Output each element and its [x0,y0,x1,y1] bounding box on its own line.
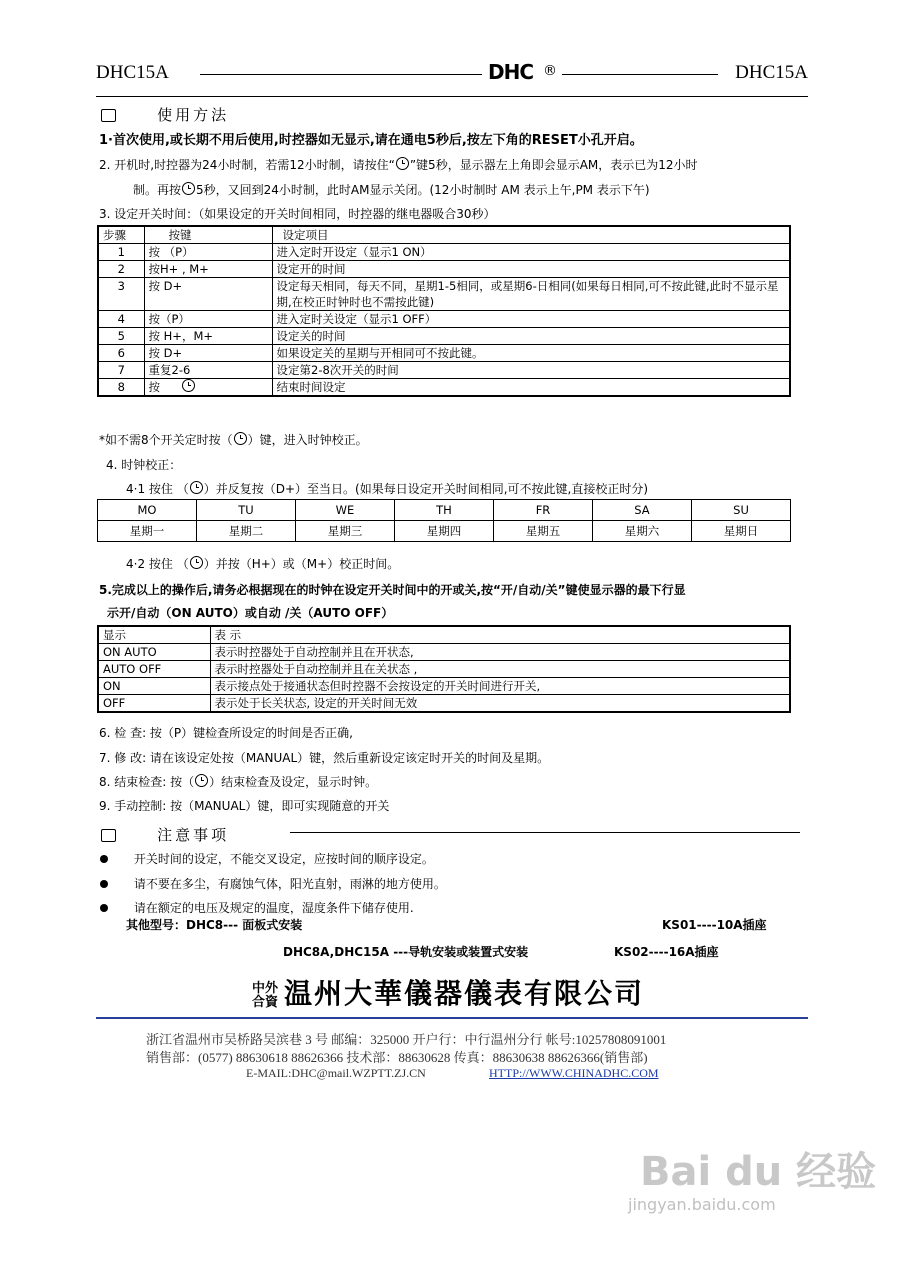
section-rule [290,832,800,833]
list-item [100,900,414,916]
step-no: 3 [98,278,144,311]
dhc-logo: DHC [488,60,534,84]
table-row [98,278,790,311]
instruction-4-1 [126,481,648,497]
display-mode: AUTO OFF [98,661,210,678]
bullet-text: 开关时间的设定，不能交叉设定，应按时间的顺序设定。 [133,852,434,866]
weekday-cn: 星期日 [692,521,791,542]
display-meaning: 表示时控器处于自动控制并且在开状态, [210,644,790,661]
instruction-2-d: 5秒，又回到24小时制，此时AM显示关闭。(12小时制时 AM 表示上午,PM 表示下午) [196,183,650,197]
header-cell: 步骤 [98,226,144,244]
clock-icon [190,481,203,494]
weekday-cn: 星期三 [296,521,395,542]
page-header [96,62,808,86]
step-desc: 进入定时开设定（显示1 ON） [272,244,790,261]
step-no: 4 [98,311,144,328]
weekday-abbr: TU [197,500,296,521]
step-desc: 设定开的时间 [272,261,790,278]
footer-rule [96,1017,808,1019]
step-desc: 设定每天相同，每天不同，星期1-5相同，或星期6-日相同(如果每日相同,可不按此键,此时不显示星期,在校正时钟时也不需按此键) [272,278,790,311]
weekday-abbr: SU [692,500,791,521]
step-key: 按 （P） [144,244,272,261]
instruction-4-2 [126,556,399,572]
checkbox-icon [101,829,116,842]
weekday-abbr: TH [395,500,494,521]
table-row [98,695,790,713]
instruction-2 [99,157,698,173]
table-row [98,644,790,661]
weekday-table [97,499,791,542]
footer-website-link[interactable]: HTTP://WWW.CHINADHC.COM [489,1066,659,1080]
instruction-8-b: ）结束检查及设定，显示时钟。 [209,775,378,789]
display-meaning: 表示时控器处于自动控制并且在关状态 , [210,661,790,678]
step-no: 7 [98,362,144,379]
display-table [97,625,791,713]
step-key-cell [144,379,272,397]
table-row [98,661,790,678]
step-no: 6 [98,345,144,362]
instruction-8-a: 8. 结束检查: 按（ [99,775,195,789]
table-header-row [98,226,790,244]
weekday-cn: 星期一 [98,521,197,542]
table-row [98,311,790,328]
step-desc: 设定第2-8次开关的时间 [272,362,790,379]
baidu-watermark: Bai du 经验 [640,1149,877,1195]
clock-icon [396,157,409,170]
header-cell: 设定项目 [272,226,790,244]
clock-icon [182,379,195,392]
table-row [98,244,790,261]
instruction-4-1-a: 4·1 按住 （ [126,482,189,496]
bullet-text: 请不要在多尘，有腐蚀气体，阳光直射，雨淋的地方使用。 [133,877,446,891]
instruction-4-2-a: 4·2 按住 （ [126,557,189,571]
footer-phones: 销售部：(0577) 88630618 88626366 技术部：88630628 传真：88630638 88626366(销售部) [146,1050,648,1065]
step-key: 按 D+ [144,345,272,362]
step-no: 2 [98,261,144,278]
instruction-1: 1·首次使用,或长期不用后使用,时控器如无显示,请在通电5秒后,按左下角的RESET小孔开启。 [99,133,643,148]
other-models-1: 其他型号：DHC8--- 面板式安装 [126,918,303,932]
other-models-2: DHC8A,DHC15A ---导轨安装或装置式安装 [283,945,529,959]
header-line-left [200,74,482,75]
weekday-cn: 星期六 [593,521,692,542]
list-item [100,851,434,867]
weekday-abbr-row [98,500,791,521]
weekday-cn: 星期四 [395,521,494,542]
weekday-cn: 星期二 [197,521,296,542]
bullet-icon [100,880,108,888]
company-title: 温州大華儀器儀表有限公司 [284,977,645,1010]
header-cell: 按键 [144,226,272,244]
weekday-cn-row [98,521,791,542]
company-prefix-2: 合資 [251,994,278,1010]
clock-icon [190,556,203,569]
step-no: 5 [98,328,144,345]
header-cell: 表 示 [210,626,790,644]
table-row [98,328,790,345]
display-meaning: 表示接点处于接通状态但时控器不会按设定的开关时间进行开关, [210,678,790,695]
instruction-7: 7. 修 改: 请在该设定处按（MANUAL）键，然后重新设定该定时开关的时间及星期。 [99,751,550,765]
instruction-2-c: 制。再按 [133,183,182,197]
table-row [98,261,790,278]
weekday-cn: 星期五 [494,521,593,542]
watermark-site: jingyan.baidu.com [628,1195,776,1214]
table-row [98,379,790,397]
instruction-5: 5.完成以上的操作后,请务必根据现在的时钟在设定开关时间中的开或关,按“开/自动/关”键使显示器的最下行显 [99,583,686,597]
footer-email: E-MAIL:DHC@mail.WZPTT.ZJ.CN [246,1066,426,1080]
weekday-abbr: SA [593,500,692,521]
instruction-4: 4. 时钟校正： [106,458,182,472]
footer-address: 浙江省温州市吴桥路吴滨巷 3 号 邮编：325000 开户行：中行温州分行 帐号:10257808091001 [146,1032,667,1047]
section-title: 注意事项 [157,826,230,844]
instruction-4-2-b: ）并按（H+）或（M+）校正时间。 [203,557,400,571]
table-row [98,678,790,695]
step-key: 按 [148,380,160,394]
note-skip [99,432,368,448]
step-key: 重复2-6 [144,362,272,379]
socket-ks02: KS02----16A插座 [614,945,719,959]
weekday-abbr: WE [296,500,395,521]
step-desc: 设定关的时间 [272,328,790,345]
header-cell: 显示 [98,626,210,644]
step-no: 8 [98,379,144,397]
weekday-abbr: MO [98,500,197,521]
instruction-2-b: ”键5秒，显示器左上角即会显示AM，表示已为12小时 [409,158,698,172]
company-prefix-1: 中外 [251,980,278,996]
step-no: 1 [98,244,144,261]
clock-icon [234,432,247,445]
step-key: 按（P） [144,311,272,328]
table-header-row [98,626,790,644]
header-model-left: DHC15A [96,62,169,83]
instruction-5-cont: 示开/自动（ON AUTO）或自动 /关（AUTO OFF） [107,606,394,620]
company-prefix [246,982,284,1010]
step-desc: 结束时间设定 [272,379,790,397]
header-rule [96,96,808,97]
note-skip-a: *如不需8个开关定时按（ [99,433,233,447]
display-meaning: 表示处于长关状态, 设定的开关时间无效 [210,695,790,713]
table-row [98,345,790,362]
instruction-9: 9. 手动控制: 按（MANUAL）键，即可实现随意的开关 [99,799,390,813]
display-mode: OFF [98,695,210,713]
instruction-6: 6. 检 查: 按（P）键检查所设定的时间是否正确, [99,726,353,740]
step-key: 按 H+，M+ [144,328,272,345]
weekday-abbr: FR [494,500,593,521]
step-key: 按 D+ [144,278,272,311]
header-model-right: DHC15A [735,62,808,83]
header-line-right [562,74,718,75]
section-usage [101,104,229,125]
step-desc: 如果设定关的星期与开相同可不按此键。 [272,345,790,362]
socket-ks01: KS01----10A插座 [662,918,767,932]
instruction-2-a: 2. 开机时,时控器为24小时制，若需12小时制，请按住“ [99,158,395,172]
clock-icon [182,182,195,195]
bullet-icon [100,904,108,912]
instruction-2-cont [133,182,650,198]
display-mode: ON [98,678,210,695]
instruction-4-1-b: ）并反复按（D+）至当日。(如果每日设定开关时间相同,可不按此键,直接校正时分) [203,482,649,496]
display-mode: ON AUTO [98,644,210,661]
checkbox-icon [101,109,116,122]
bullet-text: 请在额定的电压及规定的温度，湿度条件下储存使用. [133,901,414,915]
section-title: 使用方法 [157,106,230,124]
note-skip-b: ）键，进入时钟校正。 [247,433,368,447]
clock-icon [195,774,208,787]
list-item [100,876,446,892]
step-desc: 进入定时关设定（显示1 OFF） [272,311,790,328]
table-row [98,362,790,379]
instruction-3: 3. 设定开关时间：（如果设定的开关时间相同，时控器的继电器吸合30秒） [99,207,496,221]
registered-mark: ® [543,63,557,79]
steps-table [97,225,791,397]
bullet-icon [100,855,108,863]
company-name [246,972,644,1012]
step-key: 按H+ , M+ [144,261,272,278]
instruction-8 [99,774,377,790]
section-notes [101,824,229,845]
